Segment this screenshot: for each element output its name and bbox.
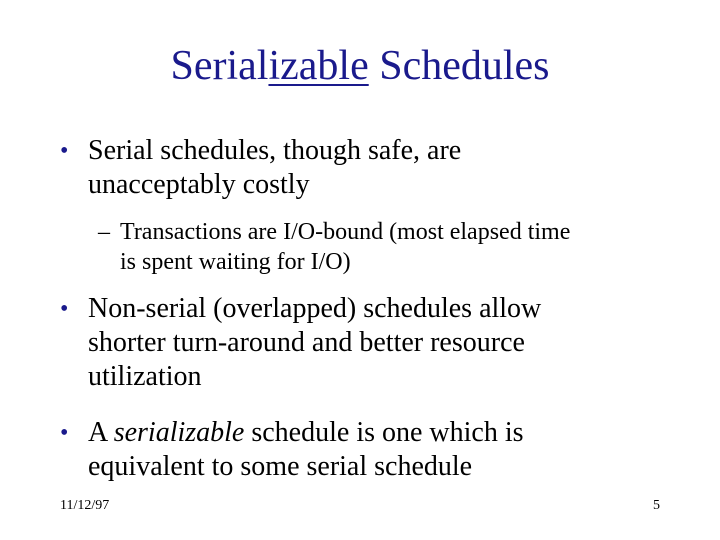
dash-icon: – [98, 219, 110, 245]
bullet-text [88, 134, 660, 202]
bullet-line-2: equivalent to some serial schedule [88, 451, 473, 482]
bullet-line-1-before: A [88, 417, 114, 448]
bullet-serial-schedules [60, 134, 660, 202]
bullet-serializable-definition [60, 416, 660, 484]
bullet-dot-icon: • [60, 420, 69, 446]
bullet-dot-icon: • [60, 138, 69, 164]
subbullet-line-1: Transactions are I/O-bound (most elapsed time [120, 219, 571, 245]
title-part-1: Serial [170, 43, 269, 89]
bullet-line-1: Serial schedules, though safe, are [88, 135, 462, 166]
slide-title [0, 38, 720, 94]
title-part-3: Schedules [368, 43, 550, 89]
bullet-non-serial-schedules [60, 292, 660, 394]
footer-date: 11/12/97 [60, 498, 110, 513]
bullet-text [88, 416, 660, 484]
bullet-text [88, 292, 660, 394]
subbullet-line-2: is spent waiting for I/O) [120, 249, 351, 275]
bullet-dot-icon: • [60, 296, 69, 322]
bullet-line-1-after: schedule is one which is [244, 417, 524, 448]
subbullet-text [120, 217, 678, 277]
bullet-line-2: shorter turn-around and better resource [88, 327, 525, 358]
footer-page-number: 5 [653, 498, 660, 513]
bullet-line-3: utilization [88, 361, 202, 392]
subbullet-io-bound [98, 217, 678, 277]
bullet-emphasis: serializable [113, 417, 245, 448]
bullet-line-2: unacceptably costly [88, 169, 310, 200]
title-underlined-part: izable [268, 43, 369, 89]
bullet-line-1: Non-serial (overlapped) schedules allow [88, 293, 542, 324]
